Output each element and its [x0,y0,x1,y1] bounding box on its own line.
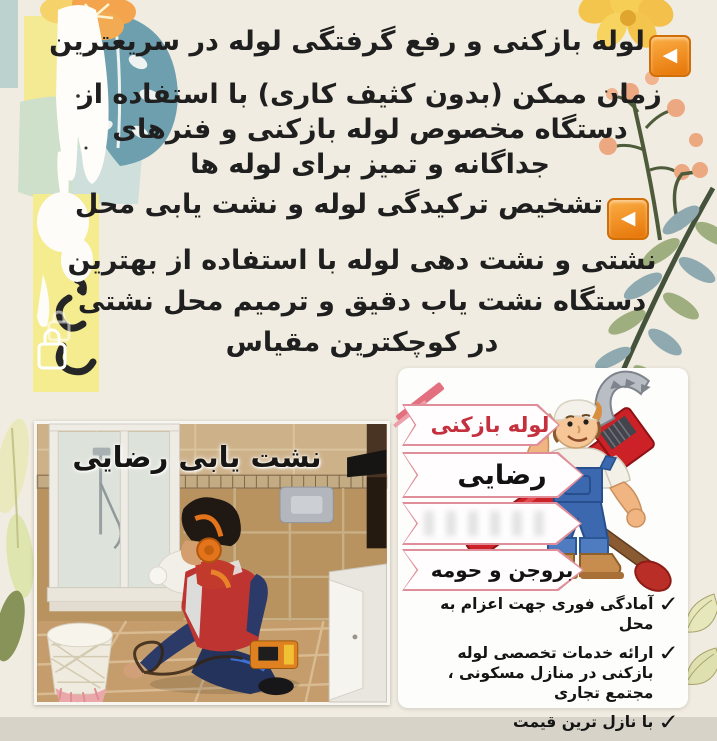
checklist-item: ✓ ارائه خدمات تخصصی لوله بازکنی در منازل مسکونی ، مجتمع تجاری [447,640,682,702]
cabinet-shape [329,564,386,702]
check-icon: ✓ [657,709,682,735]
flush-plate-shape [280,487,333,522]
service-paragraph-unclogging [40,24,700,182]
paragraph-line: دستگاه مخصوص لوله بازکنی و فنرهای [112,113,628,145]
brand-card [398,368,688,735]
censored-phone-blur [424,511,548,536]
ribbon-brand-name: رضایی [402,452,584,498]
paragraph-line: در کوچکترین مقیاس [225,326,499,358]
ribbon-coverage-area: بروجن و حومه [402,549,584,591]
toilet-paper-shape [149,567,167,585]
check-icon: ✓ [657,640,682,666]
bullet-arrow-icon: ◀ [649,35,691,77]
ribbon-phone-censored [402,502,582,545]
paragraph-line: زمان ممکن (بدون کثیف کاری) با استفاده از [78,78,662,110]
pale-leaf-icon [0,416,37,599]
ribbon-service-name: لوله بازکنی [402,404,560,446]
service-paragraph-leak-detection [24,184,700,363]
check-icon: ✓ [657,591,682,617]
paragraph-line: جداگانه و تمیز برای لوله ها [190,148,550,180]
olive-leaf-icon [0,588,30,664]
paragraph-line: ◀تشخیص ترکیدگی لوله و نشت یابی محل [24,184,700,240]
bathroom-photo [34,421,390,705]
paragraph-line: دستگاه نشت یاب دقیق و ترمیم محل نشتی [77,285,647,317]
paragraph-line: ◀لوله بازکنی و رفع گرفتگی لوله در سریعترین [40,24,700,77]
checklist-item: ✓ آمادگی فوری جهت اعزام به محل [440,591,682,633]
service-checklist [404,591,682,741]
photo-caption: نشت یابی رضایی [72,440,322,474]
paragraph-line: نشتی و نشت دهی لوله با استفاده از بهترین [67,244,657,276]
bullet-arrow-icon: ◀ [607,198,649,240]
pale-leaf-icon [686,594,717,685]
teal-strip-shape [0,0,18,88]
checklist-item: ✓ با نازل ترین قیمت [513,709,682,735]
basket-shape [47,623,112,702]
